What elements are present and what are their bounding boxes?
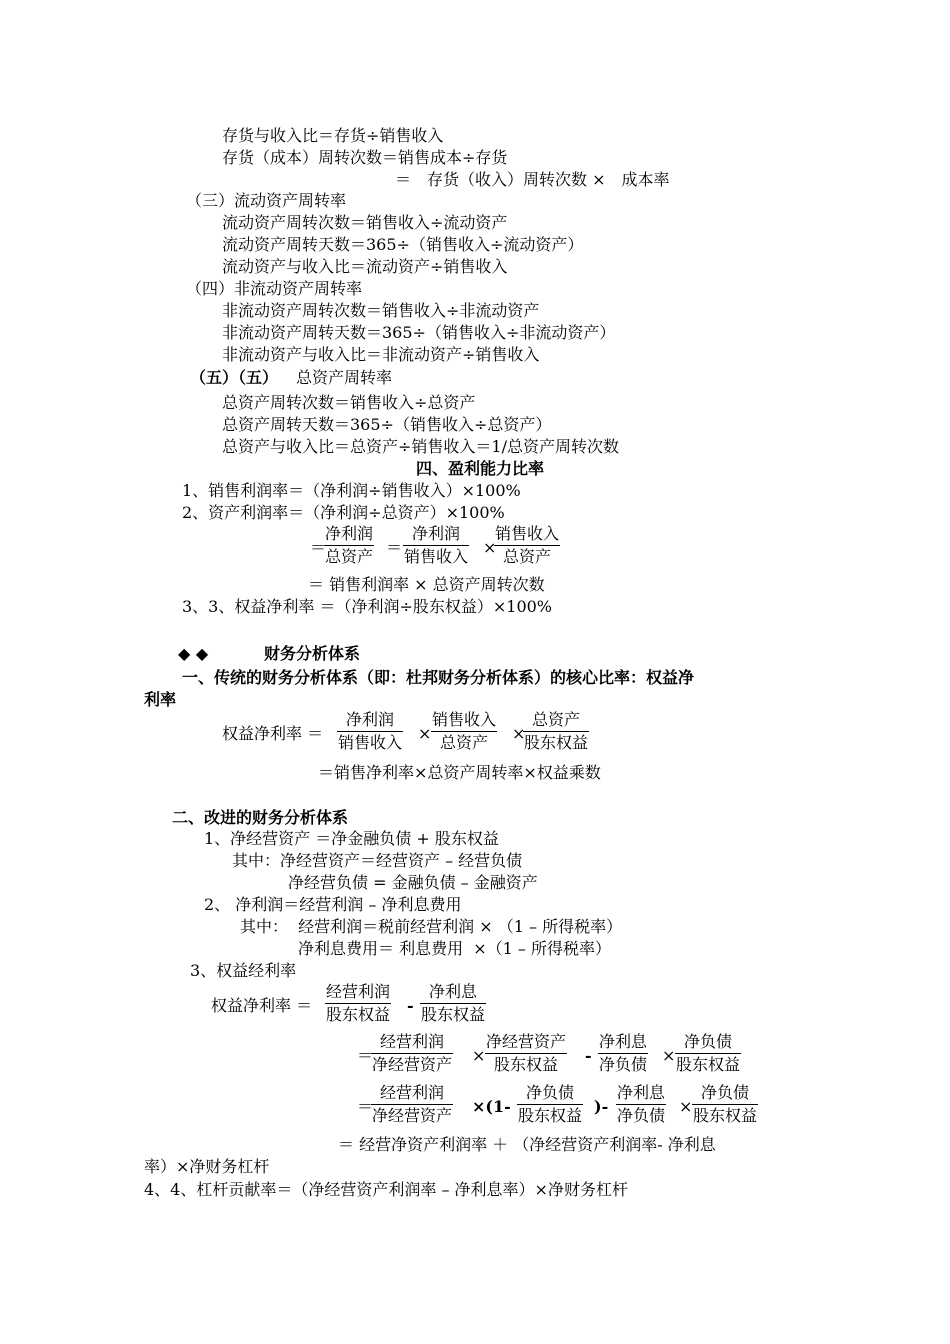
roe-label: 权益净利率 ＝ <box>211 996 313 1015</box>
numerator: 净利息 <box>616 1082 666 1105</box>
current-assets-turnover-days: 流动资产周转天数＝365÷（销售收入÷流动资产） <box>222 235 584 254</box>
numerator: 净负债 <box>675 1031 741 1054</box>
section-title-profitability: 四、盈利能力比率 <box>416 459 545 478</box>
numerator: 经营利润 <box>371 1082 453 1105</box>
section-title-improved-system: 二、改进的财务分析体系 <box>172 808 349 827</box>
heading-total-assets-turnover: 总资产周转率 <box>296 368 393 387</box>
inventory-cost-turnover: 存货（成本）周转次数＝销售成本÷存货 <box>222 148 508 167</box>
fraction-net-profit-over-sales <box>337 709 403 754</box>
equals-sign: ＝ <box>357 1046 374 1065</box>
fraction-net-profit-over-sales <box>403 523 469 568</box>
fraction-interest-over-equity <box>420 981 486 1026</box>
minus-sign: - <box>585 1046 592 1065</box>
numerator: 净利息 <box>598 1031 648 1054</box>
net-profit: 2、 净利润＝经营利润 – 净利息费用 <box>204 895 462 914</box>
open-paren-times: ×(1- <box>472 1097 511 1116</box>
fraction-net-debt-over-equity <box>517 1082 583 1127</box>
inventory-cost-turnover-eq: ＝ 存货（收入）周转次数 × 成本率 <box>395 170 670 189</box>
asset-profit-margin-result: ＝ 销售利润率 × 总资产周转次数 <box>308 575 545 594</box>
numerator: 净利润 <box>403 523 469 546</box>
net-operating-assets: 1、净经营资产 ＝净金融负债 + 股东权益 <box>204 829 499 848</box>
noncurrent-assets-revenue-ratio: 非流动资产与收入比＝非流动资产÷销售收入 <box>222 345 540 364</box>
dupont-result: ＝销售净利率×总资产周转率×权益乘数 <box>318 763 601 782</box>
denominator: 销售收入 <box>404 547 469 566</box>
current-assets-turnover-times: 流动资产周转次数＝销售收入÷流动资产 <box>222 213 508 232</box>
fraction-sales-over-assets <box>494 523 560 568</box>
denominator: 股东权益 <box>676 1055 741 1074</box>
roe-final-line2: 率）×净财务杠杆 <box>144 1157 270 1176</box>
heading-current-assets-turnover: （三）流动资产周转率 <box>186 191 347 210</box>
traditional-system-line2: 利率 <box>144 690 177 709</box>
denominator: 股东权益 <box>326 1005 391 1024</box>
asset-profit-margin: 2、资产利润率＝（净利润÷总资产）×100% <box>182 503 505 522</box>
section-title-analysis-system: 财务分析体系 <box>264 644 361 663</box>
denominator: 净负债 <box>617 1106 666 1125</box>
noncurrent-assets-turnover-days: 非流动资产周转天数＝365÷（销售收入÷非流动资产） <box>222 323 616 342</box>
fraction-sales-over-assets <box>431 709 497 754</box>
leverage-contribution-rate: 4、4、杠杆贡献率＝（净经营资产利润率 – 净利息率）×净财务杠杆 <box>144 1180 628 1199</box>
numerator: 净经营资产 <box>485 1031 567 1054</box>
times-sign: × <box>679 1097 693 1116</box>
denominator: 销售收入 <box>338 733 403 752</box>
close-paren-minus: )- <box>594 1097 609 1116</box>
equals-sign: ＝ <box>386 538 403 557</box>
equals-sign: ＝ <box>357 1097 374 1116</box>
numerator: 净利润 <box>324 523 374 546</box>
times-sign: × <box>418 724 432 743</box>
denominator: 总资产 <box>503 547 552 566</box>
net-operating-assets-detail: 其中：净经营资产＝经营资产 – 经营负债 <box>232 851 523 870</box>
current-assets-revenue-ratio: 流动资产与收入比＝流动资产÷销售收入 <box>222 257 508 276</box>
fraction-interest-over-net-debt <box>616 1082 666 1127</box>
times-sign: × <box>483 538 497 557</box>
fraction-net-profit-over-assets <box>324 523 374 568</box>
denominator: 股东权益 <box>693 1106 758 1125</box>
fraction-operating-profit-over-equity <box>325 981 391 1026</box>
fraction-interest-over-net-debt <box>598 1031 648 1076</box>
fraction-noa-over-equity <box>485 1031 567 1076</box>
return-on-equity: 3、3、权益净利率 ＝（净利润÷股东权益）×100% <box>182 597 553 616</box>
total-assets-turnover-times: 总资产周转次数＝销售收入÷总资产 <box>222 393 476 412</box>
operating-profit: 其中： 经营利润＝税前经营利润 × （1 – 所得税率） <box>240 917 623 936</box>
total-assets-turnover-days: 总资产周转天数＝365÷（销售收入÷总资产） <box>222 415 552 434</box>
denominator: 净经营资产 <box>372 1106 453 1125</box>
denominator: 净经营资产 <box>372 1055 453 1074</box>
equals-sign: ＝ <box>310 538 327 557</box>
heading-total-assets-number: （五）（五） <box>190 368 279 387</box>
fraction-net-debt-over-equity <box>692 1082 758 1127</box>
net-operating-liabilities: 净经营负债 = 金融负债 – 金融资产 <box>288 873 538 892</box>
roe-heading: 3、权益经利率 <box>190 961 297 980</box>
net-interest-expense: 净利息费用＝ 利息费用 ×（1 – 所得税率） <box>298 939 612 958</box>
denominator: 净负债 <box>599 1055 648 1074</box>
numerator: 净负债 <box>692 1082 758 1105</box>
traditional-system-line1: 一、传统的财务分析体系（即：杜邦财务分析体系）的核心比率：权益净 <box>182 668 695 687</box>
denominator: 股东权益 <box>518 1106 583 1125</box>
denominator: 总资产 <box>440 733 489 752</box>
numerator: 净负债 <box>517 1082 583 1105</box>
diamond-bullets: ◆ ◆ <box>178 644 209 663</box>
inventory-revenue-ratio: 存货与收入比＝存货÷销售收入 <box>222 126 444 145</box>
denominator: 股东权益 <box>524 733 589 752</box>
total-assets-revenue-ratio: 总资产与收入比＝总资产÷销售收入＝1/总资产周转次数 <box>222 437 619 456</box>
denominator: 总资产 <box>325 547 374 566</box>
numerator: 经营利润 <box>325 981 391 1004</box>
times-sign: × <box>662 1046 676 1065</box>
fraction-net-debt-over-equity <box>675 1031 741 1076</box>
numerator: 净利息 <box>420 981 486 1004</box>
times-sign: × <box>512 724 526 743</box>
numerator: 经营利润 <box>371 1031 453 1054</box>
noncurrent-assets-turnover-times: 非流动资产周转次数＝销售收入÷非流动资产 <box>222 301 540 320</box>
fraction-operating-profit-over-noa <box>371 1031 453 1076</box>
numerator: 销售收入 <box>431 709 497 732</box>
numerator: 净利润 <box>337 709 403 732</box>
roe-final-line1: ＝ 经营净资产利润率 ＋ （净经营资产利润率- 净利息 <box>338 1135 716 1154</box>
denominator: 股东权益 <box>494 1055 559 1074</box>
sales-profit-margin: 1、销售利润率＝（净利润÷销售收入）×100% <box>182 481 521 500</box>
fraction-assets-over-equity <box>523 709 589 754</box>
minus-sign: - <box>407 996 414 1015</box>
times-sign: × <box>472 1046 486 1065</box>
roe-label: 权益净利率 ＝ <box>222 724 324 743</box>
numerator: 总资产 <box>523 709 589 732</box>
heading-noncurrent-assets-turnover: （四）非流动资产周转率 <box>186 279 363 298</box>
denominator: 股东权益 <box>421 1005 486 1024</box>
numerator: 销售收入 <box>494 523 560 546</box>
fraction-operating-profit-over-noa <box>371 1082 453 1127</box>
